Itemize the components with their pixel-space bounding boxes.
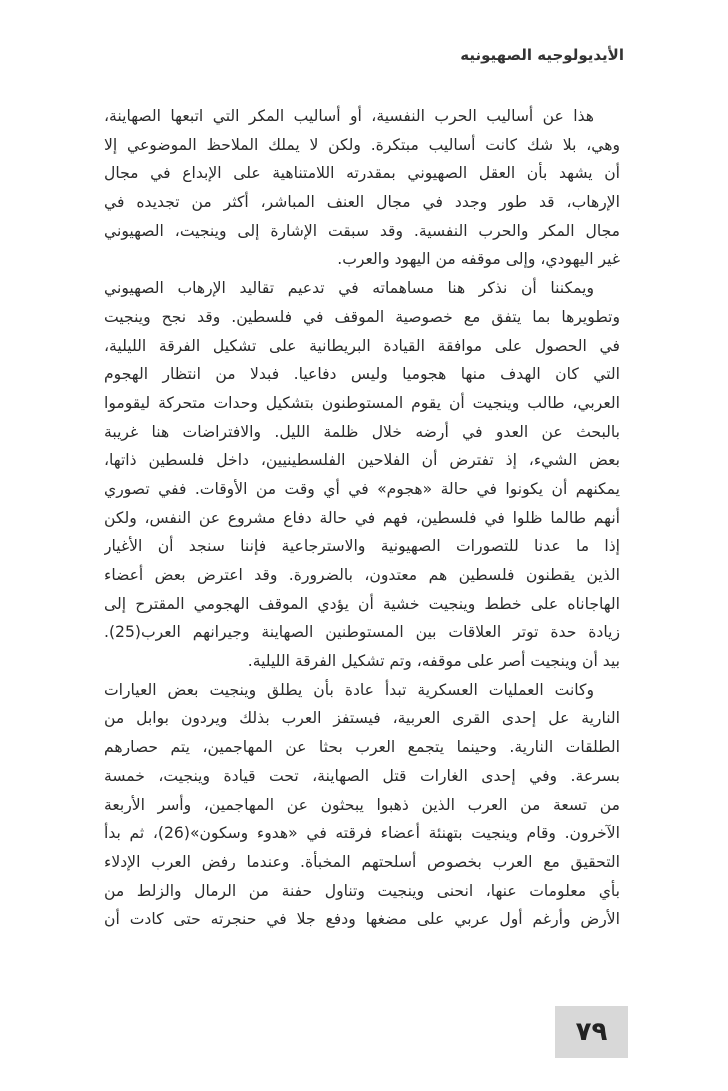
text-line: التحقيق مع العرب بخصوص أسلحتهم المخبأة. وعندما رفض العرب الإدلاء bbox=[104, 852, 620, 871]
text-line: النارية عل إحدى القرى العربية، فيستفز العرب بذلك ويردون بوابل من bbox=[104, 709, 620, 728]
text-line: أن يشهد بأن العقل الصهيوني بمقدرته اللامتناهية على الإبداع في مجال bbox=[104, 164, 620, 183]
text-line: يمكنهم أن يكونوا في حالة «هجوم» في أي وقت من الأوقات. ففي تصوري bbox=[104, 479, 620, 498]
text-line: في الحصول على موافقة القيادة البريطانية على تشكيل الفرقة الليلية، bbox=[104, 336, 620, 355]
text-line: وهي، بلا شك كانت أساليب مبتكرة. ولكن لا يملك الملاحظ الموضوعي إلا bbox=[104, 135, 620, 154]
text-line: زيادة حدة توتر العلاقات بين المستوطنين الصهاينة وجيرانهم العرب(25). bbox=[104, 623, 620, 642]
text-line: وتطويرها بما يتفق مع خصوصية الموقف في فلسطين. وقد نجح وينجيت bbox=[104, 307, 620, 326]
text-line: الطلقات النارية. وحينما يتجمع العرب بحثا عن المهاجمين، يتم حصارهم bbox=[104, 738, 620, 757]
text-line: وكانت العمليات العسكرية تبدأ عادة بأن يطلق وينجيت بعض العيارات bbox=[104, 680, 594, 699]
page-number-box bbox=[555, 1006, 628, 1058]
body-text bbox=[104, 102, 620, 934]
text-line: مجال المكر والحرب النفسية. وقد سبقت الإشارة إلى وينجيت، الصهيوني bbox=[104, 221, 620, 240]
text-line: هذا عن أساليب الحرب النفسية، أو أساليب المكر التي اتبعها الصهاينة، bbox=[104, 107, 594, 125]
text-line: بيد أن وينجيت أصر على موقفه، وتم تشكيل الفرقة الليلية. bbox=[247, 652, 620, 671]
running-header: الأيديولوجيه الصهيونيه bbox=[460, 46, 624, 64]
text-line: الهاجاناه على خطط وينجيت خشية أن يؤدي الموقف الهجومي المقترح إلى bbox=[104, 594, 620, 613]
text-line: العربي، طالب وينجيت أن يقوم المستوطنون بتشكيل وحدات متحركة ليقوموا bbox=[104, 393, 620, 412]
text-line: بأي معلومات عنها، انحنى وينجيت وتناول حفنة من الرمال والزلط من bbox=[104, 881, 620, 900]
text-line: الإرهاب، قد طور وجدد في مجال العنف المباشر، أكثر من تجديده في bbox=[104, 193, 620, 212]
text-line: بسرعة. وفي إحدى الغارات قتل الصهاينة، تحت قيادة وينجيت، خمسة bbox=[104, 766, 620, 785]
text-line: غير اليهودي، وإلى موقفه من اليهود والعرب. bbox=[337, 250, 620, 269]
text-line: إذا ما عدنا للتصورات الصهيونية والاسترجاعية فإننا سنجد أن الأغيار bbox=[104, 537, 620, 556]
text-line: الأرض وأرغم أول عربي على مضغها ودفع جلا في حنجرته حتى كادت أن bbox=[104, 910, 620, 929]
text-line: ويمكننا أن نذكر هنا مساهماته في تدعيم تقاليد الإرهاب الصهيوني bbox=[104, 279, 594, 298]
text-line: التي كان الهدف منها هجوميا وليس دفاعيا. فبدلا من انتظار الهجوم bbox=[104, 365, 620, 384]
text-line: الآخرون. وقام وينجيت بتهنئة أعضاء فرقته في «هدوء وسكون»(26)، ثم بدأ bbox=[104, 824, 620, 843]
text-line: بالبحث عن العدو في أرضه خلال ظلمة الليل. والافتراضات هنا غريبة bbox=[104, 422, 620, 441]
text-line: من تسعة من العرب الذين ذهبوا يبحثون عن المهاجمين، وأسر الأربعة bbox=[104, 795, 620, 814]
text-line: الذين يقطنون فلسطين هم معتدون، بالضرورة. وقد اعترض بعض أعضاء bbox=[104, 566, 620, 584]
page-number: ٧٩ bbox=[575, 1017, 608, 1047]
text-line: بعض الشيء، إذ تفترض أن الفلاحين الفلسطينيين، داخل فلسطين ذاتها، bbox=[104, 451, 620, 470]
text-line: أنهم طالما ظلوا في فلسطين، فهم في حالة دفاع مشروع عن النفس، ولكن bbox=[104, 508, 620, 527]
